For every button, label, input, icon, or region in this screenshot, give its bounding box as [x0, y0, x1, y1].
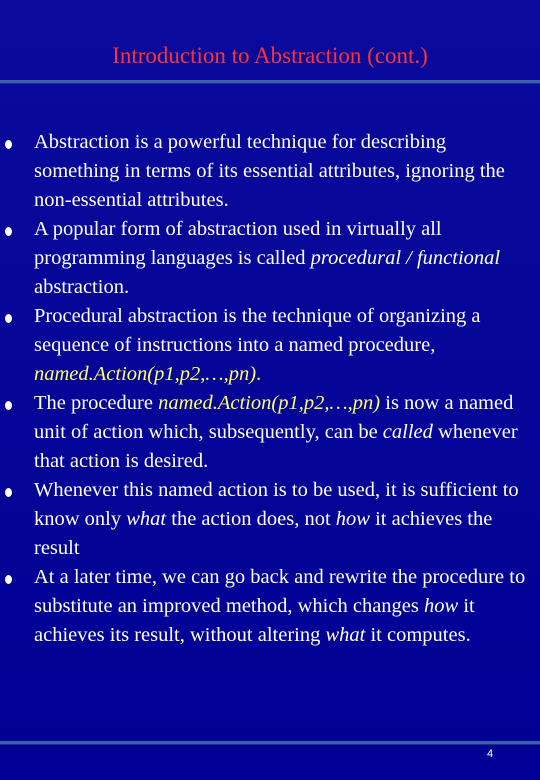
footer-divider — [0, 741, 540, 744]
bullet-text: At a later time, we can go back and rewrite the procedure to substitute an improved method, which changes — [34, 566, 526, 617]
bullet-text: it computes. — [365, 624, 471, 646]
emphasis-text: how — [424, 595, 459, 617]
bullet-text: whenever that action is desired. — [34, 421, 518, 472]
bullet-text: is now a named unit of action which, subsequently, can be — [34, 392, 514, 443]
slide-title: Introduction to Abstraction (cont.) — [112, 43, 428, 68]
procedure-signature: named.Action(p1,p2,…,pn) — [158, 392, 381, 414]
bullet-text: the action does, not — [166, 508, 336, 530]
bullet-text: The procedure — [34, 392, 159, 414]
bullet-text: it achieves its result, without altering — [34, 595, 475, 646]
procedure-signature: named.Action(p1,p2,…,pn) — [34, 363, 257, 385]
bullet-dot-icon — [5, 314, 12, 323]
bullet-item — [0, 476, 540, 563]
bullet-text: abstraction. — [34, 276, 130, 298]
bullet-text: Abstraction is a powerful technique for describing something in terms of its essential attributes, ignoring the non-essential attributes. — [34, 131, 505, 211]
emphasis-text: called — [382, 421, 433, 443]
bullet-list — [0, 128, 540, 650]
bullet-dot-icon — [5, 227, 12, 236]
bullet-item — [0, 128, 540, 215]
bullet-item — [0, 215, 540, 302]
bullet-item — [0, 563, 540, 650]
emphasis-text: how — [335, 508, 370, 530]
page-number: 4 — [487, 748, 494, 760]
title-divider — [0, 80, 540, 83]
emphasis-text: what — [325, 624, 366, 646]
bullet-dot-icon — [5, 401, 12, 410]
bullet-text: it achieves the result — [34, 508, 493, 559]
bullet-text: . — [256, 363, 262, 385]
emphasis-text: what — [126, 508, 167, 530]
bullet-item — [0, 302, 540, 389]
bullet-dot-icon — [5, 488, 12, 497]
bullet-text: Whenever this named action is to be used, it is sufficient to know only — [34, 479, 519, 530]
bullet-text: Procedural abstraction is the technique of organizing a sequence of instructions into a named procedure, — [34, 305, 481, 356]
bullet-item — [0, 389, 540, 476]
bullet-text: A popular form of abstraction used in virtually all programming languages is called — [34, 218, 442, 269]
bullet-dot-icon — [5, 140, 12, 149]
bullet-dot-icon — [5, 575, 12, 584]
emphasis-text: procedural / functional — [310, 247, 501, 269]
